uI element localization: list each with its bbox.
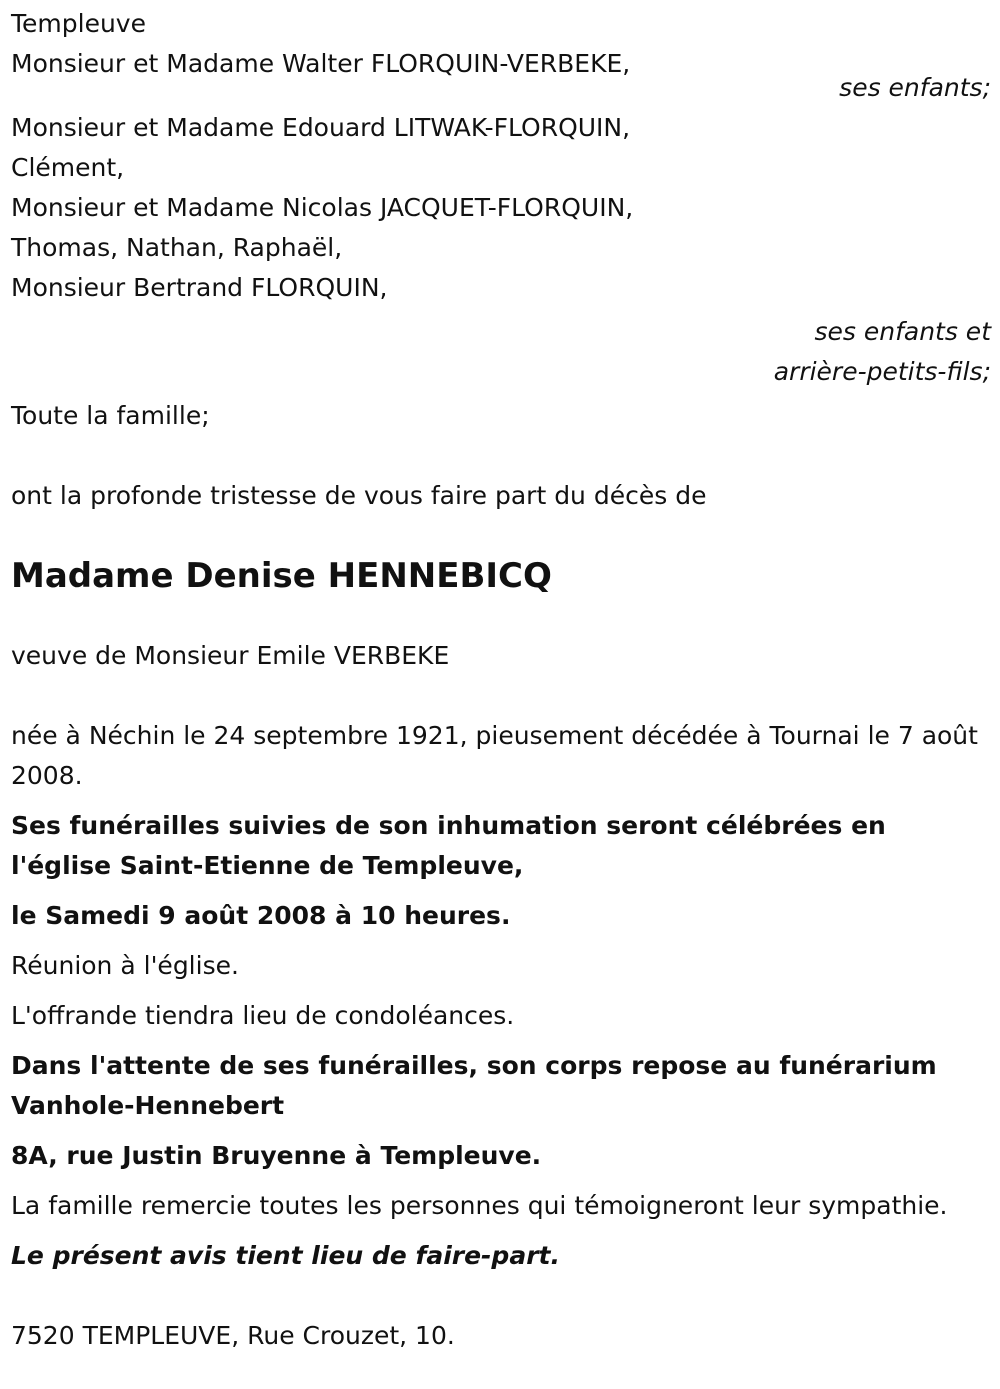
funeral-date: le Samedi 9 août 2008 à 10 heures. (11, 901, 511, 930)
role-grandchildren-a: ses enfants et (814, 317, 991, 346)
whole-family: Toute la famille; (11, 401, 210, 430)
family-line-clement: Clément, (11, 153, 125, 182)
family-line-litwak-florquin: Monsieur et Madame Edouard LITWAK-FLORQUIN, (11, 113, 631, 142)
contact-address: 7520 TEMPLEUVE, Rue Crouzet, 10. (11, 1321, 455, 1350)
widow-of: veuve de Monsieur Emile VERBEKE (11, 641, 450, 670)
role-grandchildren-b: arrière-petits-fils; (773, 357, 991, 386)
deceased-name: Madame Denise HENNEBICQ (11, 556, 552, 596)
family-line-florquin-verbeke: Monsieur et Madame Walter FLORQUIN-VERBEKE, (11, 49, 631, 78)
funeral-ceremony: Ses funérailles suivies de son inhumation seront célébrées en l'église Saint-Etienne de Templeuve, (11, 811, 886, 880)
family-line-grandchildren: Thomas, Nathan, Raphaël, (11, 233, 343, 262)
role-children: ses enfants; (839, 73, 991, 102)
funerarium-address: 8A, rue Justin Bruyenne à Templeuve. (11, 1141, 542, 1170)
family-thanks: La famille remercie toutes les personnes qui témoigneront leur sympathie. (11, 1191, 948, 1220)
offering-note: L'offrande tiendra lieu de condoléances. (11, 1001, 515, 1030)
town-name: Templeuve (11, 9, 146, 38)
announcement-intro: ont la profonde tristesse de vous faire part du décès de (11, 481, 707, 510)
birth-death-details: née à Néchin le 24 septembre 1921, pieusement décédée à Tournai le 7 août 2008. (11, 721, 978, 790)
repose-location: Dans l'attente de ses funérailles, son corps repose au funérarium Vanhole-Hennebert (11, 1051, 937, 1120)
notice-statement: Le présent avis tient lieu de faire-part. (11, 1241, 560, 1270)
family-line-jacquet-florquin: Monsieur et Madame Nicolas JACQUET-FLORQUIN, (11, 193, 634, 222)
death-notice (11, 4, 991, 1356)
meeting-place: Réunion à l'église. (11, 951, 239, 980)
family-line-bertrand-florquin: Monsieur Bertrand FLORQUIN, (11, 273, 388, 302)
